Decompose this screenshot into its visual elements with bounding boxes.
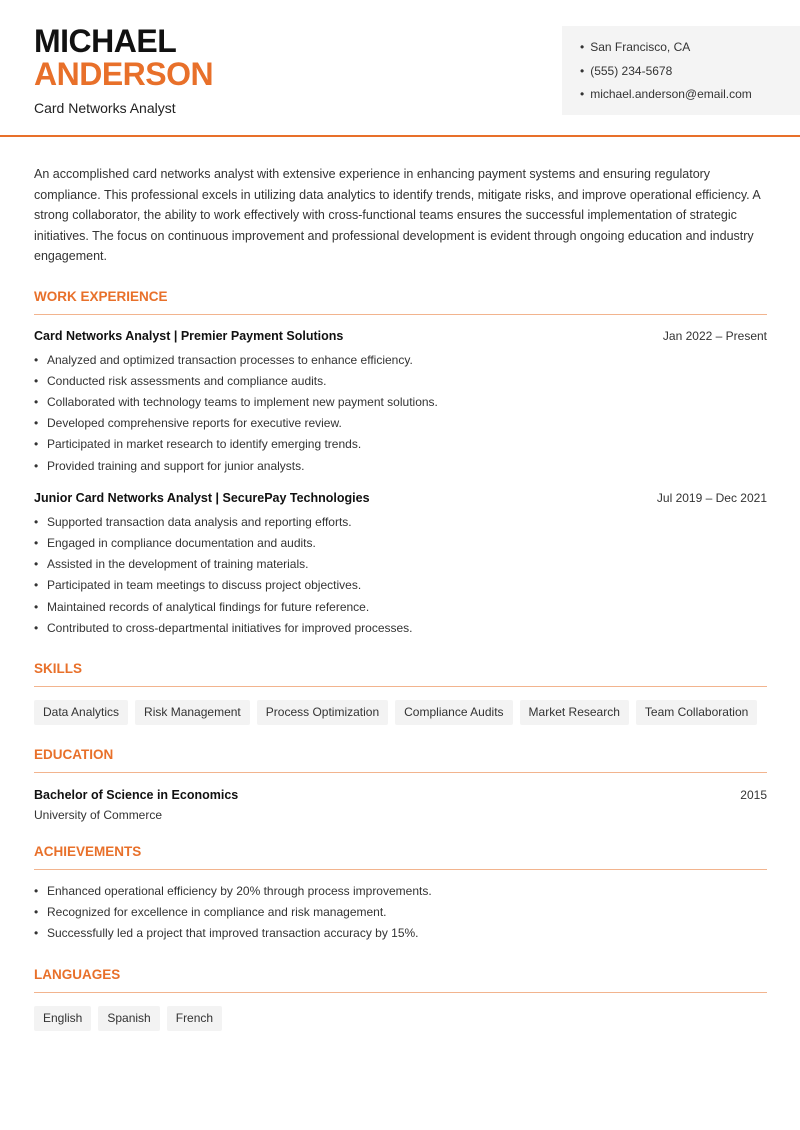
graduation-year: 2015 — [740, 787, 767, 802]
skill-tag: Team Collaboration — [636, 700, 757, 725]
skill-tag: Market Research — [520, 700, 629, 725]
bullet-item: • Collaborated with technology teams to implement new payment solutions. — [34, 392, 767, 413]
achievement-item: • Recognized for excellence in compliance and risk management. — [34, 902, 767, 923]
job-header — [34, 490, 767, 506]
contact-email: • michael.anderson@email.com — [580, 86, 800, 110]
school: University of Commerce — [34, 807, 163, 822]
skills-list — [34, 700, 767, 725]
resume-header — [0, 0, 800, 137]
education-heading: EDUCATION — [34, 747, 767, 773]
achievements-list — [34, 881, 767, 945]
language-tag: Spanish — [98, 1006, 159, 1031]
achievement-item: • Enhanced operational efficiency by 20% through process improvements. — [34, 881, 767, 902]
contact-phone: • (555) 234-5678 — [580, 63, 800, 87]
job-bullets — [34, 512, 767, 639]
job-dates: Jul 2019 – Dec 2021 — [656, 490, 767, 505]
bullet-item: • Provided training and support for junior analysts. — [34, 456, 767, 477]
job-position: Card Networks Analyst | Premier Payment Solutions — [34, 328, 344, 343]
bullet-item: • Assisted in the development of training materials. — [34, 554, 767, 575]
achievement-item: • Successfully led a project that improved transaction accuracy by 15%. — [34, 923, 767, 944]
skill-tag: Risk Management — [135, 700, 250, 725]
job-header — [34, 328, 767, 344]
first-name: MICHAEL — [34, 23, 177, 59]
bullet-item: • Supported transaction data analysis and reporting efforts. — [34, 512, 767, 533]
achievements-heading: ACHIEVEMENTS — [34, 844, 767, 870]
contact-location: • San Francisco, CA — [580, 39, 800, 63]
language-tag: French — [167, 1006, 222, 1031]
job-title: Card Networks Analyst — [34, 100, 176, 116]
job-bullets — [34, 350, 767, 477]
degree: Bachelor of Science in Economics — [34, 787, 239, 802]
contact-box — [562, 26, 800, 115]
skill-tag: Data Analytics — [34, 700, 128, 725]
skills-heading: SKILLS — [34, 661, 767, 687]
skill-tag: Process Optimization — [257, 700, 388, 725]
bullet-item: • Developed comprehensive reports for executive review. — [34, 413, 767, 434]
languages-list — [34, 1006, 767, 1031]
job-dates: Jan 2022 – Present — [662, 328, 767, 343]
languages-heading: LANGUAGES — [34, 967, 767, 993]
bullet-item: • Contributed to cross-departmental initiatives for improved processes. — [34, 618, 767, 639]
work-experience-heading: WORK EXPERIENCE — [34, 289, 767, 315]
bullet-item: • Analyzed and optimized transaction processes to enhance efficiency. — [34, 350, 767, 371]
bullet-item: • Maintained records of analytical findings for future reference. — [34, 597, 767, 618]
bullet-item: • Engaged in compliance documentation and audits. — [34, 533, 767, 554]
education-entry — [34, 787, 767, 803]
language-tag: English — [34, 1006, 91, 1031]
bullet-item: • Participated in team meetings to discuss project objectives. — [34, 575, 767, 596]
skill-tag: Compliance Audits — [395, 700, 512, 725]
job-position: Junior Card Networks Analyst | SecurePay Technologies — [34, 490, 370, 505]
bullet-item: • Participated in market research to identify emerging trends. — [34, 434, 767, 455]
summary: An accomplished card networks analyst with extensive experience in enhancing payment systems and ensuring regulatory compliance. This professional excels in utilizing data analytics to identify trends, mitigate risks, and improve operational efficiency. A strong collaborator, the ability to work effectively with cross-functional teams ensures the successful implementation of strategic initiatives. The focus on continuous improvement and professional development is evident through ongoing education and industry engagement. — [34, 167, 761, 263]
bullet-item: • Conducted risk assessments and compliance audits. — [34, 371, 767, 392]
work-experience-list — [34, 328, 767, 639]
last-name: ANDERSON — [34, 56, 214, 92]
